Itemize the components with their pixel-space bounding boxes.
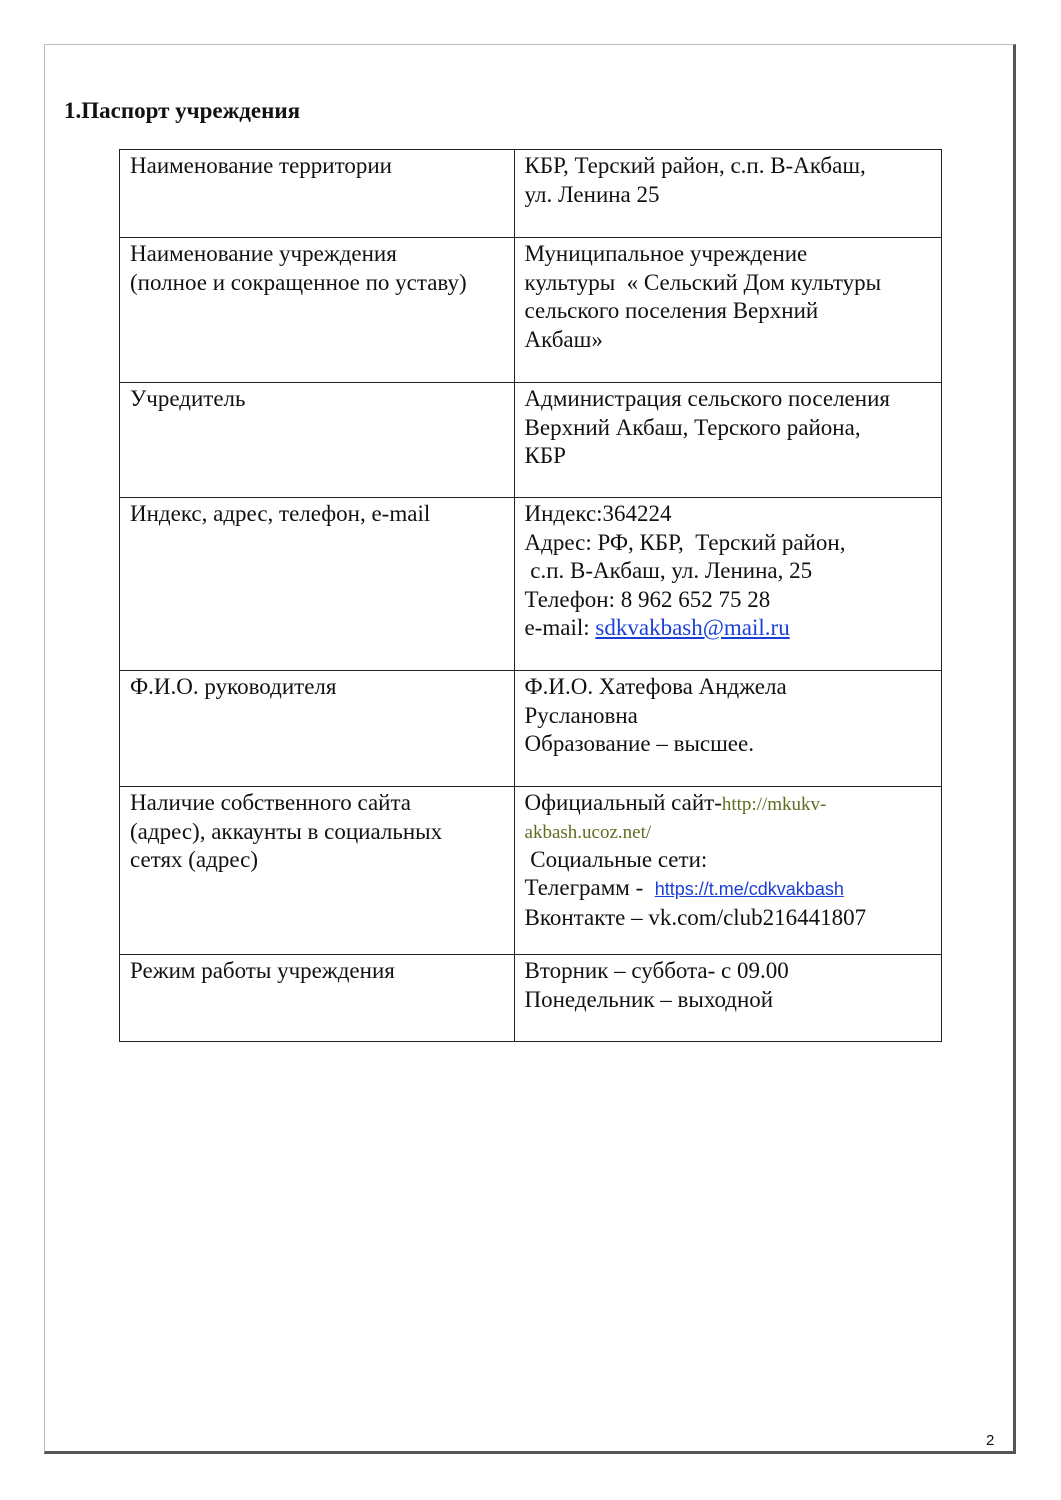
row-value [514, 150, 941, 238]
row-label [120, 787, 515, 955]
email-prefix: e-mail: [524, 615, 596, 640]
value-line: Руслановна [524, 702, 638, 728]
row-value [514, 238, 941, 383]
label-line: (адрес), аккаунты в социальных [130, 818, 443, 844]
page-number: 2 [986, 1432, 995, 1449]
email-link[interactable]: sdkvakbash@mail.ru [595, 615, 790, 640]
table-row [120, 955, 942, 1042]
row-value [514, 383, 941, 498]
value-line: Образование – высшее. [524, 731, 754, 756]
row-label [120, 383, 515, 498]
row-value [514, 787, 941, 955]
value-line: сельского поселения Верхний [524, 298, 819, 323]
value-line: КБР, Терский район, с.п. В-Акбаш, [524, 153, 866, 178]
label-line: Наименование учреждения [130, 241, 397, 266]
telegram-line [525, 874, 931, 904]
label-line: (полное и сокращенное по уставу) [130, 269, 467, 295]
row-value [514, 671, 941, 787]
value-line: Вторник – суббота- с 09.00 [524, 958, 789, 983]
label-line: Индекс, адрес, телефон, e-mail [130, 501, 431, 526]
site-prefix: Официальный сайт- [524, 790, 722, 815]
site-url[interactable]: http://mkukv- [721, 794, 827, 815]
label-line: Учредитель [130, 386, 246, 411]
value-line: Индекс:364224 [524, 501, 672, 526]
row-label [120, 238, 515, 383]
site-url-continued[interactable]: akbash.ucoz.net/ [524, 821, 652, 843]
table-row [120, 238, 942, 383]
vk-line: Вконтакте – vk.com/club216441807 [524, 904, 867, 930]
value-line: с.п. В-Акбаш, ул. Ленина, 25 [524, 558, 813, 583]
row-label [120, 150, 515, 238]
row-label [120, 498, 515, 671]
telegram-prefix: Телеграмм - [524, 875, 655, 900]
value-line: Муниципальное учреждение [524, 241, 808, 266]
label-line: Ф.И.О. руководителя [130, 674, 337, 699]
table-row [120, 150, 942, 238]
value-line: Администрация сельского поселения [524, 386, 890, 411]
table-row [120, 671, 942, 787]
email-line [525, 614, 931, 643]
label-line: сетях (адрес) [130, 847, 258, 872]
section-heading: 1.Паспорт учреждения [64, 98, 301, 123]
passport-table [119, 149, 942, 1042]
table-row [120, 498, 942, 671]
label-line: Режим работы учреждения [130, 958, 395, 983]
value-line: Верхний Акбаш, Терского района, [524, 414, 861, 440]
label-line: Наличие собственного сайта [130, 790, 412, 815]
value-line: Телефон: 8 962 652 75 28 [524, 586, 771, 612]
row-value [514, 498, 941, 671]
value-line: Адрес: РФ, КБР, Терский район, [524, 529, 846, 555]
social-heading: Социальные сети: [524, 846, 708, 872]
label-line: Наименование территории [130, 153, 392, 178]
telegram-link[interactable]: https://t.me/cdkvakbash [654, 879, 844, 899]
table-row [120, 787, 942, 955]
row-label [120, 955, 515, 1042]
value-line: Акбаш» [524, 326, 603, 352]
value-line: ул. Ленина 25 [524, 181, 660, 207]
value-line: КБР [524, 443, 566, 468]
value-line: культуры « Сельский Дом культуры [524, 269, 882, 295]
table-row [120, 383, 942, 498]
value-line: Ф.И.О. Хатефова Анджела [524, 674, 787, 699]
row-label [120, 671, 515, 787]
value-line: Понедельник – выходной [524, 986, 774, 1012]
site-line [525, 789, 931, 820]
row-value [514, 955, 941, 1042]
